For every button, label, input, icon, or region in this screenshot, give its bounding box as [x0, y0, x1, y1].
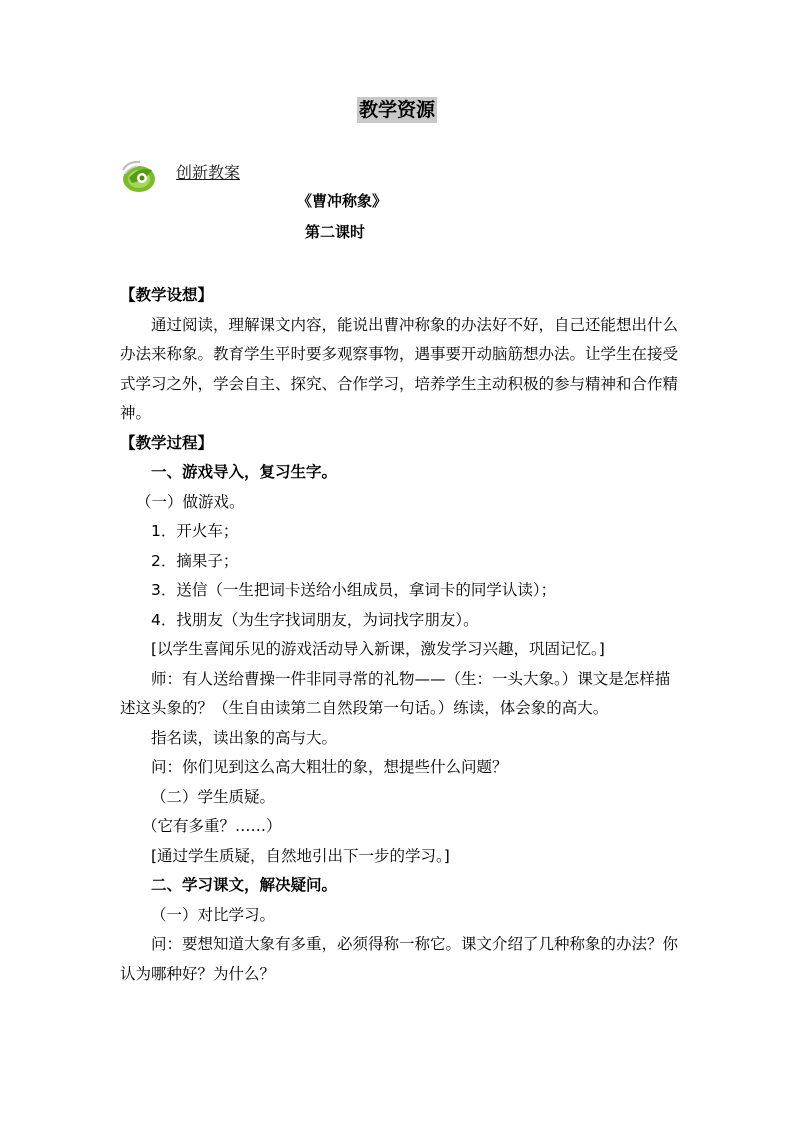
process-heading: 【教学过程】	[120, 433, 214, 452]
read-instruction: 指名读，读出象的高与大。	[151, 728, 338, 747]
teaching-note: [通过学生质疑，自然地引出下一步的学习。]	[151, 846, 450, 865]
resource-label-row	[120, 158, 420, 194]
lesson-content	[120, 281, 680, 989]
question-paragraph: 问：要想知道大象有多重，必须得称一称它。课文介绍了几种称象的办法？你认为哪种好？为什么？	[120, 935, 679, 983]
step1-sub2: （二）学生质疑。	[151, 787, 276, 806]
game-item: 4．找朋友（为生字找词朋友，为词找字朋友）。	[151, 610, 479, 629]
doubt-text: （它有多重？……）	[142, 817, 282, 835]
lesson-session: 第二课时	[305, 223, 366, 241]
page-title: 教学资源	[358, 99, 435, 121]
step2-sub1: （一）对比学习。	[151, 905, 276, 924]
page-header	[0, 97, 794, 123]
game-item: 1．开火车；	[151, 522, 239, 540]
game-item: 2．摘果子；	[151, 551, 239, 570]
question-paragraph: 问：你们见到这么高大粗壮的象，想提些什么问题？	[151, 758, 508, 776]
design-heading: 【教学设想】	[120, 286, 214, 304]
teaching-note: [以学生喜闻乐见的游戏活动导入新课，激发学习兴趣，巩固记忆。]	[151, 640, 605, 658]
lesson-title: 《曹冲称象》	[297, 192, 388, 210]
step1-heading: 一、游戏导入，复习生字。	[151, 463, 338, 481]
leaf-logo-icon	[120, 158, 160, 194]
game-item: 3．送信（一生把词卡送给小组成员，拿词卡的同学认读）；	[151, 581, 557, 599]
teacher-paragraph: 师：有人送给曹操一件非同寻常的礼物——（生：一头大象。）课文是怎样描述这头象的？（生自由读第二自然段第一句话。）练读，体会象的高大。	[120, 669, 671, 717]
step1-sub1: （一）做游戏。	[136, 492, 245, 511]
step2-heading: 二、学习课文，解决疑问。	[151, 876, 338, 894]
resource-label: 创新教案	[176, 163, 241, 182]
design-paragraph: 通过阅读，理解课文内容，能说出曹冲称象的办法好不好，自己还能想出什么办法来称象。教育学生平时要多观察事物，遇事要开动脑筋想办法。让学生在接受式学习之外，学会自主、探究、合作学习，培养学生主动积极的参与精神和合作精神。	[120, 315, 679, 422]
